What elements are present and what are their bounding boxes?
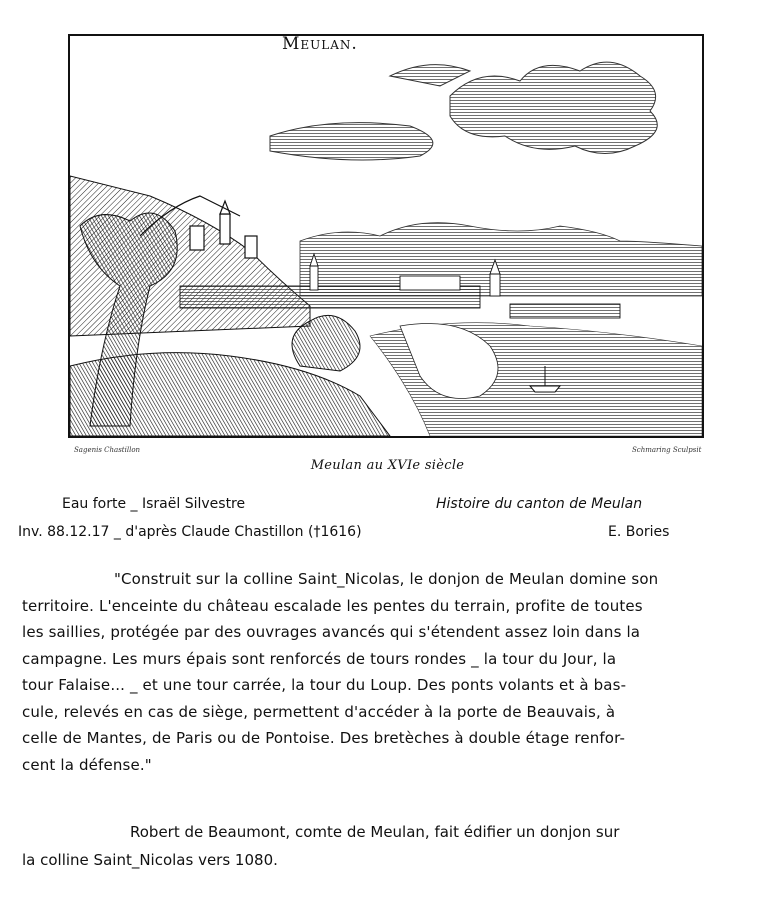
quote-line: celle de Mantes, de Paris ou de Pontoise. Des bretèches à double étage renfor- bbox=[22, 729, 626, 747]
quote-paragraph bbox=[22, 566, 762, 778]
distant-hills bbox=[300, 223, 702, 296]
engraving-title: Meulan. bbox=[282, 34, 358, 54]
closing-line: Robert de Beaumont, comte de Meulan, fait édifier un donjon sur bbox=[130, 823, 620, 841]
engraving-illustration bbox=[70, 36, 702, 436]
quote-line: cent la défense." bbox=[22, 755, 152, 774]
quote-line: tour Falaise... _ et une tour carrée, la tour du Loup. Des ponts volants et à bas- bbox=[22, 676, 627, 694]
engraving-plate bbox=[68, 34, 704, 438]
credit-inventory: Inv. 88.12.17 _ d'après Claude Chastillon (†1616) bbox=[18, 524, 362, 540]
quote-line: campagne. Les murs épais sont renforcés de tours rondes _ la tour du Jour, la bbox=[22, 649, 617, 668]
clouds bbox=[270, 62, 657, 160]
quote-line: cule, relevés en cas de siège, permettent d'accéder à la porte de Beauvais, à bbox=[22, 702, 616, 721]
engraving-signature-left: Sagenis Chastillon bbox=[74, 446, 141, 454]
closing-paragraph bbox=[22, 818, 762, 874]
quote-line: les saillies, protégée par des ouvrages avancés qui s'étendent assez loin dans la bbox=[22, 623, 641, 641]
credit-author: E. Bories bbox=[608, 524, 670, 540]
credit-etching: Eau forte _ Israël Silvestre bbox=[62, 496, 246, 512]
closing-line: la colline Saint_Nicolas vers 1080. bbox=[22, 851, 278, 869]
engraving-caption: Meulan au XVIe siècle bbox=[310, 458, 465, 473]
engraving-signature-right: Schmaring Sculpsit bbox=[632, 446, 702, 454]
credit-book-title: Histoire du canton de Meulan bbox=[436, 496, 643, 512]
quote-line: territoire. L'enceinte du château escalade les pentes du terrain, profite de toutes bbox=[22, 596, 643, 615]
quote-line: "Construit sur la colline Saint_Nicolas, le donjon de Meulan domine son bbox=[114, 570, 659, 588]
